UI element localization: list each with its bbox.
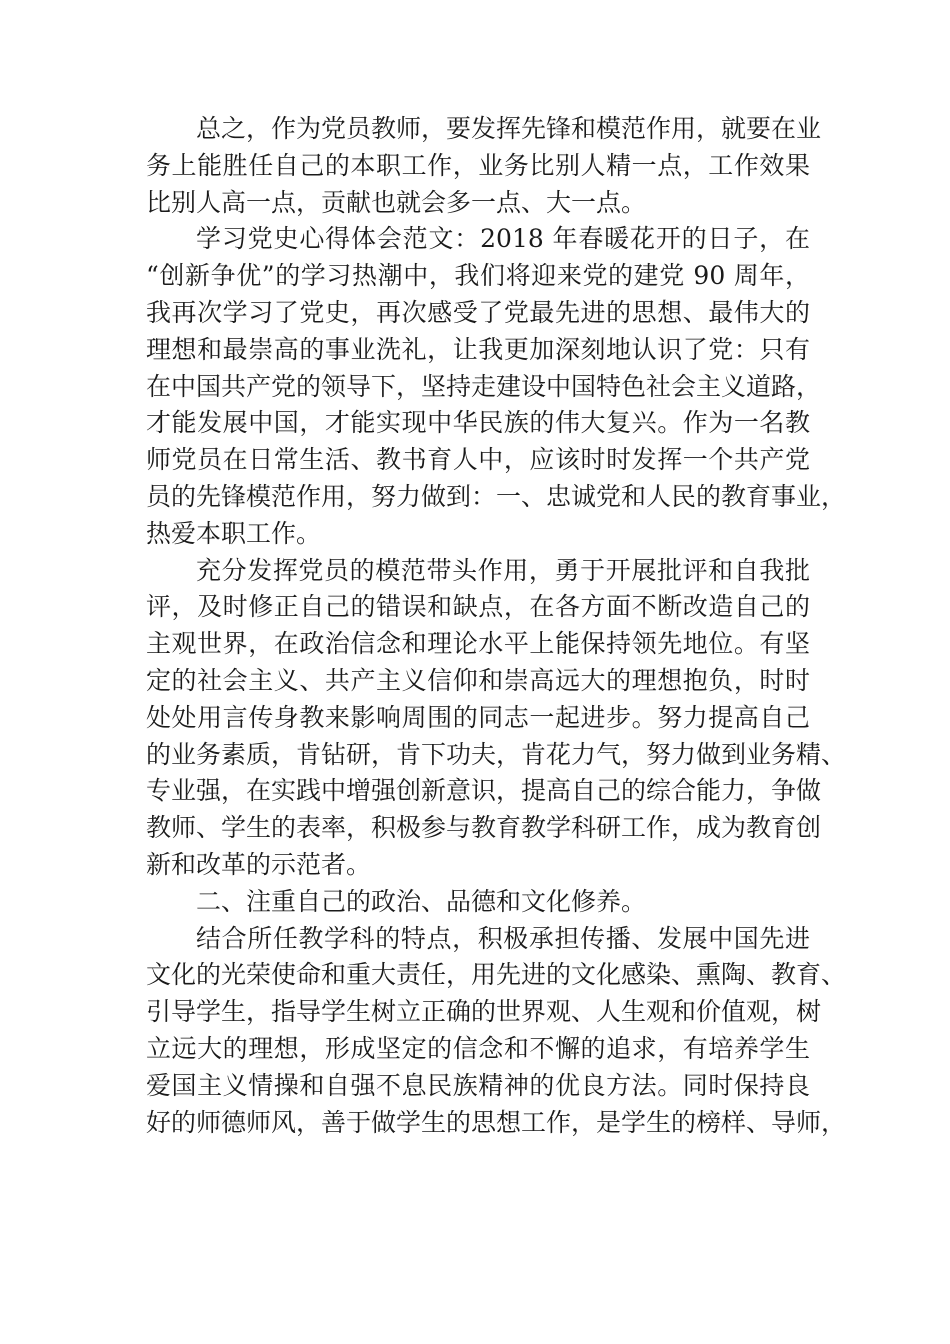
text-line: “创新争优”的学习热潮中，我们将迎来党的建党 90 周年，: [146, 261, 810, 291]
text-line: 好的师德师风，善于做学生的思想工作，是学生的榜样、导师，: [146, 1107, 847, 1137]
text-line: 师党员在日常生活、教书育人中，应该时时发挥一个共产党: [146, 445, 810, 475]
text-line: 立远大的理想，形成坚定的信念和不懈的追求，有培养学生: [146, 1033, 810, 1063]
text-line: 新和改革的示范者。: [146, 849, 372, 879]
text-line: 处处用言传身教来影响周围的同志一起进步。努力提高自己: [146, 702, 810, 732]
text-line: 才能发展中国，才能实现中华民族的伟大复兴。作为一名教: [146, 408, 810, 438]
text-line: 我再次学习了党史，再次感受了党最先进的思想、最伟大的: [146, 297, 810, 327]
text-line: 比别人高一点，贡献也就会多一点、大一点。: [146, 187, 647, 217]
paragraph-conclusion: [146, 111, 822, 221]
paragraph-exemplary-role: [146, 553, 847, 884]
text-line: 的业务素质，肯钻研，肯下功夫，肯花力气，努力做到业务精、: [146, 739, 847, 769]
text-line: 爱国主义情操和自强不息民族精神的优良方法。同时保持良: [146, 1070, 810, 1100]
text-line: 理想和最崇高的事业洗礼，让我更加深刻地认识了党：只有: [146, 334, 810, 364]
text-line: 务上能胜任自己的本职工作，业务比别人精一点，工作效果: [146, 150, 810, 180]
paragraph-study-party-history: [146, 221, 847, 552]
text-line: 引导学生，指导学生树立正确的世界观、人生观和价值观，树: [146, 997, 822, 1027]
text-line: 定的社会主义、共产主义信仰和崇高远大的理想抱负，时时: [146, 665, 810, 695]
text-line: 热爱本职工作。: [146, 518, 322, 548]
text-line: 文化的光荣使命和重大责任，用先进的文化感染、熏陶、教育、: [146, 960, 847, 990]
text-line: 主观世界，在政治信念和理论水平上能保持领先地位。有坚: [146, 629, 810, 659]
text-line: 二、注重自己的政治、品德和文化修养。: [196, 886, 647, 916]
text-line: 学习党史心得体会范文：2018 年春暖花开的日子，在: [196, 224, 810, 254]
text-line: 结合所任教学科的特点，积极承担传播、发展中国先进: [196, 923, 810, 953]
text-line: 评，及时修正自己的错误和缺点，在各方面不断改造自己的: [146, 592, 810, 622]
paragraph-cultural-mission: [146, 921, 847, 1142]
text-line: 员的先锋模范作用，努力做到：一、忠诚党和人民的教育事业，: [146, 481, 847, 511]
text-line: 教师、学生的表率，积极参与教育教学科研工作，成为教育创: [146, 813, 822, 843]
text-line: 总之，作为党员教师，要发挥先锋和模范作用，就要在业: [196, 114, 822, 143]
text-line: 充分发挥党员的模范带头作用，勇于开展批评和自我批: [196, 555, 810, 585]
body-text: [146, 111, 847, 1141]
text-line: 在中国共产党的领导下，坚持走建设中国特色社会主义道路，: [146, 371, 822, 401]
text-line: 专业强，在实践中增强创新意识，提高自己的综合能力，争做: [146, 776, 822, 806]
paragraph-section-two-heading: [146, 884, 810, 921]
